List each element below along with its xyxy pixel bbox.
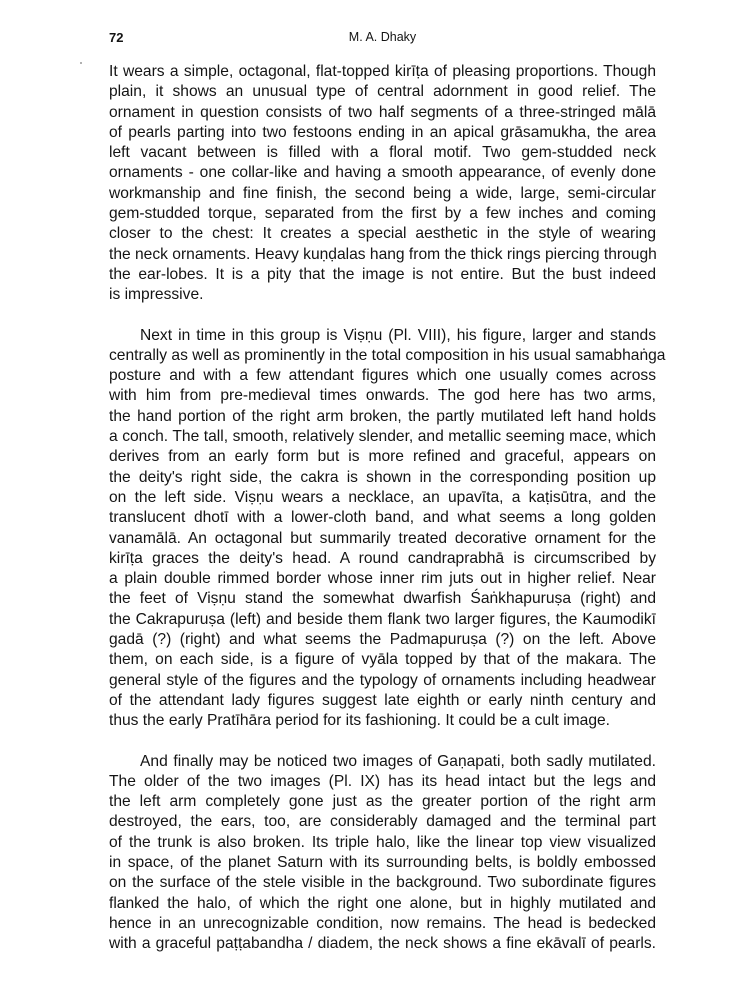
- text-line: ornaments - one collar-like and having a smooth appearance, of evenly done: [109, 164, 656, 182]
- text-line: workmanship and fine finish, the second being a wide, large, semi-circular: [109, 184, 656, 202]
- text-line: ornament in question consists of two half segments of a three-stringed mālā: [109, 103, 656, 121]
- text-line: of the trunk is also broken. Its triple halo, like the linear top view visualized: [109, 833, 656, 851]
- text-line: the hand portion of the right arm broken, the partly mutilated left hand holds: [109, 407, 656, 425]
- text-line: on the surface of the stele visible in the background. Two subordinate figures: [109, 874, 656, 892]
- text-line: destroyed, the ears, too, are considerably damaged and the terminal part: [109, 813, 656, 831]
- text-line: centrally as well as prominently in the total composition in his usual samabhaṅga: [109, 346, 666, 364]
- text-line: gem-studded torque, separated from the first by a few inches and coming: [109, 205, 656, 223]
- text-line: flanked the halo, of which the right one alone, but in highly mutilated and: [109, 894, 656, 912]
- page-number: 72: [109, 30, 124, 45]
- text-line: hence in an unrecognizable condition, now remains. The head is bedecked: [109, 914, 656, 932]
- text-line: of pearls parting into two festoons ending in an apical grāsamukha, the area: [109, 123, 656, 141]
- text-line: left vacant between is filled with a floral motif. Two gem-studded neck: [109, 144, 656, 162]
- text-line: in space, of the planet Saturn with its surrounding belts, is boldly embossed: [109, 853, 656, 871]
- text-line: with a graceful paṭṭabandha / diadem, the neck shows a fine ekāvalī of pearls.: [109, 935, 656, 953]
- text-line: with him from pre-medieval times onwards. The god here has two arms,: [109, 387, 656, 405]
- text-line: the left arm completely gone just as the greater portion of the right arm: [109, 793, 656, 811]
- text-line: the feet of Viṣṇu stand the somewhat dwarfish Śaṅkhapuruṣa (right) and: [109, 590, 656, 608]
- text-line: the deity's right side, the cakra is shown in the corresponding position up: [109, 468, 656, 486]
- text-line: a conch. The tall, smooth, relatively slender, and metallic seeming mace, which: [109, 428, 656, 446]
- text-line: vanamālā. An octagonal but summarily treated decorative ornament for the: [109, 529, 656, 547]
- text-line: closer to the chest: It creates a special aesthetic in the style of wearing: [109, 225, 656, 243]
- text-line: general style of the figures and the typology of ornaments including headwear: [109, 671, 656, 689]
- running-head-author: M. A. Dhaky: [348, 30, 417, 44]
- text-line: them, on each side, is a figure of vyāla topped by that of the makara. The: [109, 651, 656, 669]
- text-line: The older of the two images (Pl. IX) has its head intact but the legs and: [109, 772, 656, 790]
- text-line: And finally may be noticed two images of Gaṇapati, both sadly mutilated.: [140, 752, 656, 770]
- text-line: posture and with a few attendant figures which one usually comes across: [109, 367, 656, 385]
- text-line: gadā (?) (right) and what seems the Padmapuruṣa (?) on the left. Above: [109, 631, 656, 649]
- text-line: a plain double rimmed border whose inner rim juts out in higher relief. Near: [109, 570, 656, 588]
- text-line: thus the early Pratīhāra period for its fashioning. It could be a cult image.: [109, 712, 611, 730]
- text-line: the neck ornaments. Heavy kuṇḍalas hang from the thick rings piercing through: [109, 245, 657, 263]
- text-line: derives from an early form but is more refined and graceful, appears on: [109, 448, 656, 466]
- text-line: is impressive.: [109, 286, 204, 304]
- text-line: on the left side. Viṣṇu wears a necklace, an upavīta, a kaṭisūtra, and the: [109, 488, 656, 506]
- text-line: It wears a simple, octagonal, flat-topped kirīṭa of pleasing proportions. Though: [109, 63, 656, 80]
- text-line: translucent dhotī with a lower-cloth band, and what seems a long golden: [109, 509, 656, 527]
- text-line: the Cakrapuruṣa (left) and beside them flank two larger figures, the Kaumodikī: [109, 610, 656, 628]
- paragraph-kirita: [109, 62, 656, 306]
- text-line: of the attendant lady figures suggest late eighth or early ninth century and: [109, 691, 656, 709]
- text-line: the ear-lobes. It is a pity that the image is not entire. But the bust indeed: [109, 265, 656, 283]
- text-line: kirīṭa graces the deity's head. A round candraprabhā is circumscribed by: [109, 549, 656, 567]
- body-text: [109, 62, 666, 974]
- running-head: [109, 30, 656, 50]
- text-line: Next in time in this group is Viṣṇu (Pl. VIII), his figure, larger and stands: [140, 326, 656, 344]
- stray-mark: [80, 62, 82, 64]
- paragraph-ganapati: [109, 752, 656, 955]
- text-line: plain, it shows an unusual type of central adornment in good relief. The: [109, 83, 656, 101]
- paragraph-visnu: [109, 326, 666, 732]
